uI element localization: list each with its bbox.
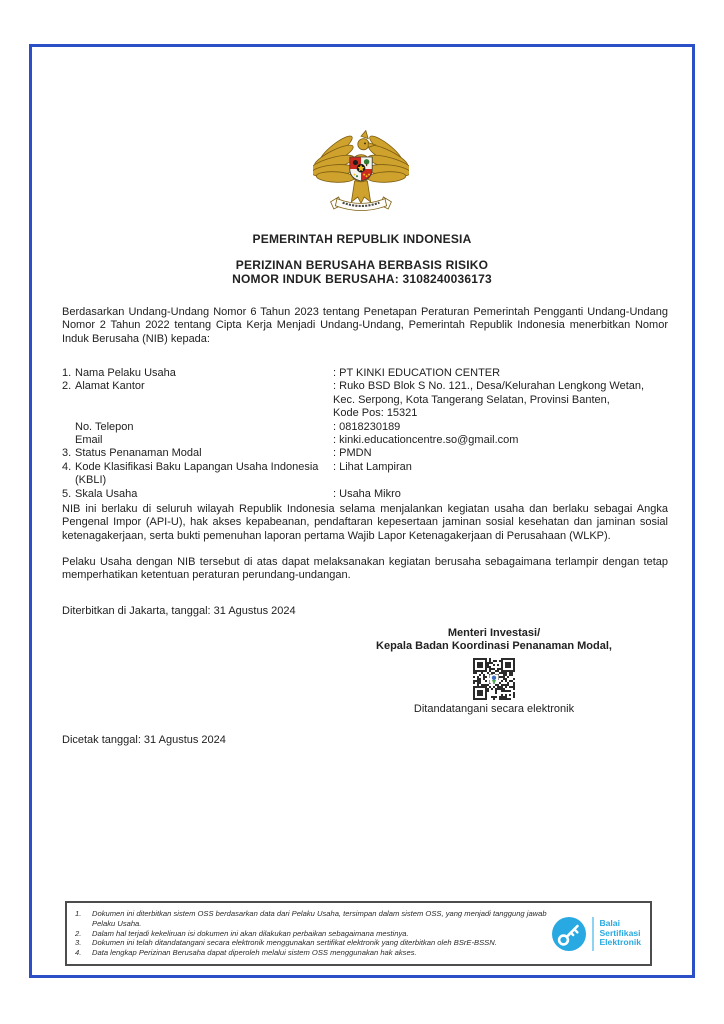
bsre-logo-text xyxy=(599,919,641,948)
field-row-nama-pelaku-usaha xyxy=(62,367,668,380)
field-value: : 0818230189 xyxy=(333,421,668,434)
qr-code xyxy=(473,658,515,700)
field-row-kbli xyxy=(62,461,668,488)
garuda-icon xyxy=(313,127,409,219)
nib-validity-paragraph: NIB ini berlaku di seluruh wilayah Republik Indonesia selama menjalankan kegiatan usaha dan berlaku sebagai Angka Pengenal Impor (API-U), hak akses kepabeanan, pendaftaran kepesertaan jaminan sosial kesehatan dan jaminan sosial ketenagakerjaan, serta bukti pemenuhan laporan pertama Wajib Lapor Ketenagakerjaan di Perusahaan (WLKP). xyxy=(62,503,668,542)
footnote-number: 1. xyxy=(75,909,82,919)
footnote-text: Data lengkap Perizinan Berusaha dapat diperoleh melalui sistem OSS menggunakan hak akses. xyxy=(92,948,417,958)
field-label: No. Telepon xyxy=(75,420,134,433)
field-value: : PT KINKI EDUCATION CENTER xyxy=(333,367,668,380)
intro-paragraph: Berdasarkan Undang-Undang Nomor 6 Tahun 2023 tentang Penetapan Peraturan Pemerintah Pengganti Undang-Undang Nomor 2 Tahun 2022 tentang Cipta Kerja Menjadi Undang-Undang, Pemerintah Republik Indonesia menerbitkan Nomor Induk Berusaha (NIB) kepada: xyxy=(62,306,668,345)
footnote-number: 3. xyxy=(75,938,82,948)
printed-line: Dicetak tanggal: 31 Agustus 2024 xyxy=(62,734,226,746)
key-seal-icon xyxy=(551,916,587,952)
bsre-logo-line3: Elektronik xyxy=(599,937,641,948)
fields-list xyxy=(62,367,668,501)
bsre-logo-line2: Sertifikasi xyxy=(599,927,641,938)
esign-note: Ditandatangani secara elektronik xyxy=(413,702,575,715)
field-number: 3. xyxy=(62,447,72,460)
field-value-line: Kode Pos: 15321 xyxy=(333,407,418,420)
garuda-pancasila-emblem xyxy=(313,127,409,219)
signature-title-line1: Menteri Investasi/ xyxy=(447,627,541,639)
footnote-text: Dokumen ini diterbitkan sistem OSS berdasarkan data dari Pelaku Usaha, tersimpan dalam sistem OSS, yang menjadi tanggung jawab Pelaku Usaha. xyxy=(92,909,547,928)
field-label: Kode Klasifikasi Baku Lapangan Usaha Indonesia (KBLI) xyxy=(75,460,319,487)
footnote-text: Dokumen ini telah ditandatangani secara elektronik menggunakan sertifikat elektronik yang diterbitkan oleh BSrE-BSSN. xyxy=(92,938,497,948)
bsre-logo xyxy=(551,916,650,952)
government-name: PEMERINTAH REPUBLIK INDONESIA xyxy=(252,232,472,246)
issued-line: Diterbitkan di Jakarta, tanggal: 31 Agustus 2024 xyxy=(62,605,296,617)
footnotes-list xyxy=(67,905,551,962)
field-number: 2. xyxy=(62,380,72,393)
bsre-logo-separator xyxy=(592,917,594,951)
field-label: Email xyxy=(75,434,103,447)
footnote-row xyxy=(75,929,547,939)
footnote-text: Dalam hal terjadi kekeliruan isi dokumen ini akan dilakukan perbaikan sebagaimana mestinya. xyxy=(92,928,409,938)
field-row-no-telepon xyxy=(62,421,668,434)
field-number: 5. xyxy=(62,487,72,500)
footnote-number: 4. xyxy=(75,948,82,958)
footnote-row xyxy=(75,909,547,928)
document-number: NOMOR INDUK BERUSAHA: 3108240036173 xyxy=(232,272,492,286)
signature-block xyxy=(338,627,650,716)
document-title-block xyxy=(0,258,724,286)
field-label: Alamat Kantor xyxy=(75,380,145,393)
document-title: PERIZINAN BERUSAHA BERBASIS RISIKO xyxy=(235,258,489,272)
field-value xyxy=(333,380,668,420)
field-number: 1. xyxy=(62,367,72,379)
field-value: : Usaha Mikro xyxy=(333,488,668,501)
footnote-row xyxy=(75,948,547,958)
field-value: : kinki.educationcentre.so@gmail.com xyxy=(333,434,668,447)
field-row-email xyxy=(62,434,668,447)
business-actor-paragraph: Pelaku Usaha dengan NIB tersebut di atas dapat melaksanakan kegiatan berusaha sebagaimana terlampir dengan tetap memperhatikan ketentuan peraturan perundang-undangan. xyxy=(62,556,668,582)
footnote-row xyxy=(75,938,547,948)
bsre-logo-line1: Balai xyxy=(599,918,620,929)
field-row-status-penanaman-modal xyxy=(62,447,668,460)
field-label: Status Penanaman Modal xyxy=(75,447,202,460)
field-value: : PMDN xyxy=(333,447,668,460)
qr-code-wrap xyxy=(473,658,515,700)
field-number: 4. xyxy=(62,460,72,473)
field-label: Skala Usaha xyxy=(75,487,138,500)
footnote-number: 2. xyxy=(75,928,82,938)
signature-title-line2: Kepala Badan Koordinasi Penanaman Modal, xyxy=(376,640,612,653)
field-row-skala-usaha xyxy=(62,488,668,501)
field-value-line: : Ruko BSD Blok S No. 121., Desa/Kelurahan Lengkong Wetan, Kec. Serpong, Kota Tangerang Selatan, Provinsi Banten, xyxy=(333,380,668,407)
footnotes-box xyxy=(65,901,652,966)
field-label: Nama Pelaku Usaha xyxy=(75,367,176,379)
field-value: : Lihat Lampiran xyxy=(333,461,668,474)
field-row-alamat-kantor xyxy=(62,380,668,420)
